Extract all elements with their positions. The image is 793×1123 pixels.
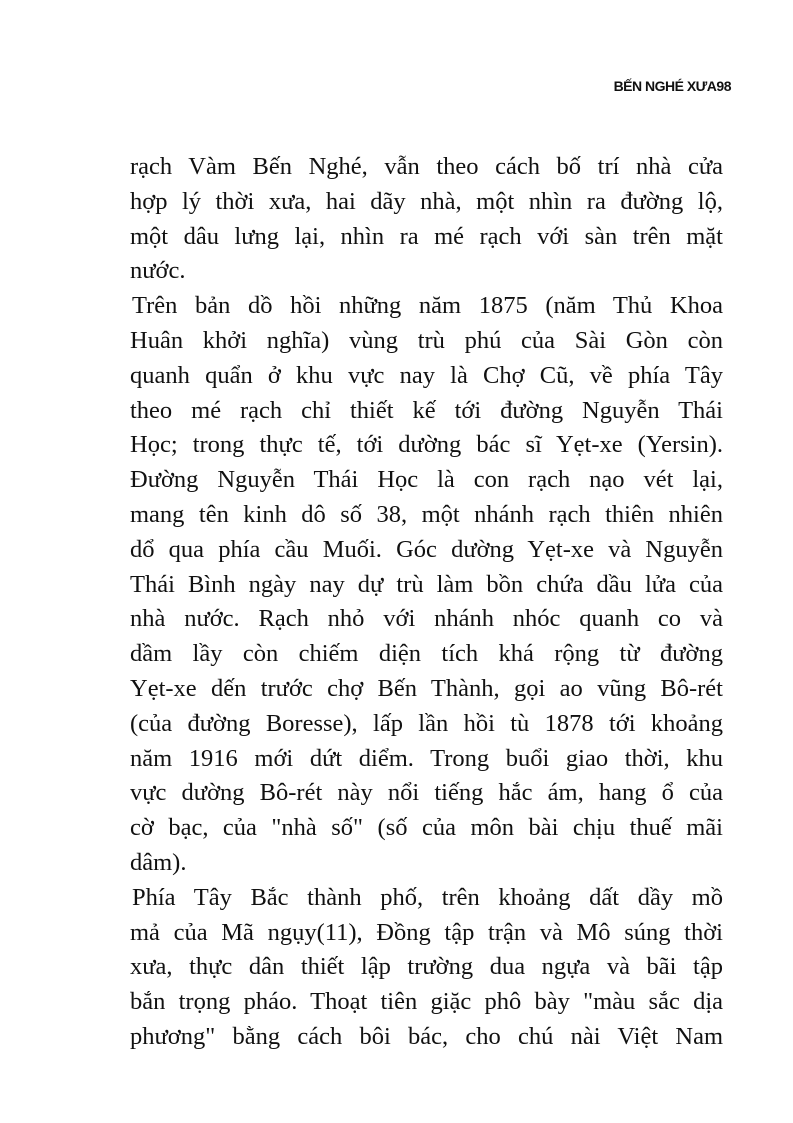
text-line: mang tên kinh dô số 38, một nhánh rạch thiên nhiên <box>130 500 723 528</box>
text-line: quanh quẩn ở khu vực nay là Chợ Cũ, về phía Tây <box>130 361 723 389</box>
text-line: nước. <box>130 257 186 285</box>
text-line: dổ qua phía cầu Muối. Góc dường Yẹt-xe và Nguyễn <box>130 535 723 563</box>
paragraph-3 <box>130 881 723 1055</box>
text-line: (của đường Boresse), lấp lần hồi tù 1878 tới khoảng <box>130 709 723 737</box>
page-number: 98 <box>716 78 731 94</box>
text-line: phương" bằng cách bôi bác, cho chú nài Việt Nam <box>130 1022 723 1050</box>
text-line: xưa, thực dân thiết lập trường dua ngựa và bãi tập <box>130 953 723 981</box>
text-line: Huân khởi nghĩa) vùng trù phú của Sài Gòn còn <box>130 326 723 354</box>
text-line: Trên bản dồ hồi những năm 1875 (năm Thủ Khoa <box>132 292 723 320</box>
text-line: Đường Nguyễn Thái Học là con rạch nạo vét lại, <box>130 466 723 494</box>
text-line: dầm lầy còn chiếm diện tích khá rộng từ đường <box>130 640 723 668</box>
text-line: mả của Mã ngụy(11), Đồng tập trận và Mô súng thời <box>130 918 723 946</box>
text-line: rạch Vàm Bến Nghé, vẫn theo cách bố trí nhà cửa <box>130 153 723 180</box>
paragraph-1 <box>130 150 723 289</box>
text-line: năm 1916 mới dứt diểm. Trong buổi giao thời, khu <box>130 744 723 772</box>
text-line: theo mé rạch chỉ thiết kế tới đường Nguyễn Thái <box>130 396 723 424</box>
running-title: BẾN NGHÉ XƯA <box>613 78 717 94</box>
text-line: nhà nước. Rạch nhỏ với nhánh nhóc quanh co và <box>130 605 723 633</box>
running-header <box>614 78 731 94</box>
text-line: bắn trọng pháo. Thoạt tiên giặc phô bày "màu sắc dịa <box>130 988 723 1016</box>
text-line: hợp lý thời xưa, hai dãy nhà, một nhìn ra đường lộ, <box>130 187 723 215</box>
text-line: dâm). <box>130 848 187 876</box>
paragraph-2 <box>130 289 723 881</box>
text-line: Học; trong thực tế, tới dường bác sĩ Yẹt-xe (Yersin). <box>130 431 723 459</box>
text-line: vực dường Bô-rét này nổi tiếng hắc ám, hang ổ của <box>130 779 723 807</box>
text-line: Phía Tây Bắc thành phố, trên khoảng dất dầy mồ <box>132 883 723 911</box>
text-line: Yẹt-xe dến trước chợ Bến Thành, gọi ao vũng Bô-rét <box>130 674 723 702</box>
text-line: cờ bạc, của "nhà số" (số của môn bài chịu thuế mãi <box>130 814 723 842</box>
text-line: Thái Bình ngày nay dự trù làm bồn chứa dầu lửa của <box>130 570 723 598</box>
text-line: một dâu lưng lại, nhìn ra mé rạch với sàn trên mặt <box>130 222 723 250</box>
page-body <box>130 150 723 1055</box>
